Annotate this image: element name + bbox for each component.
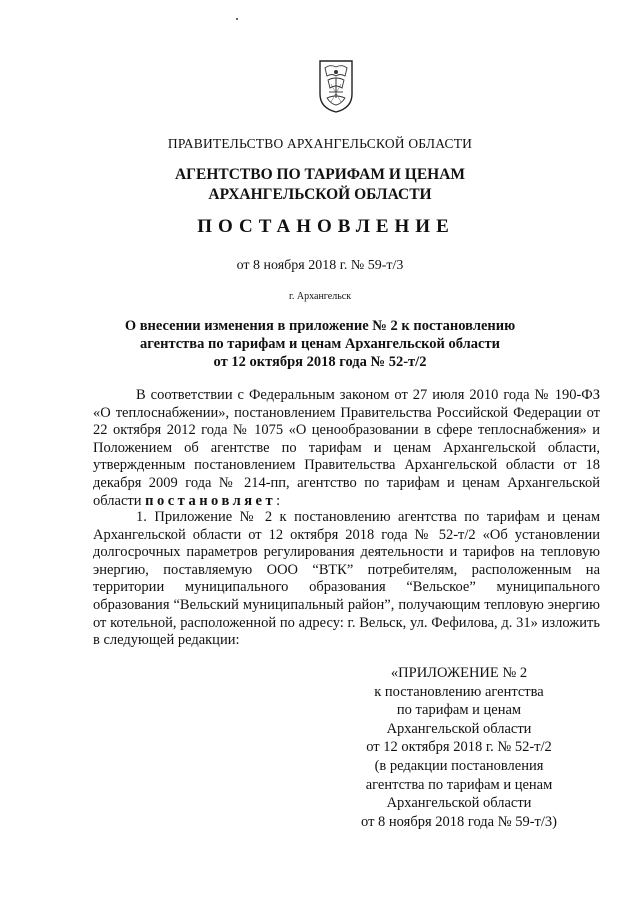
clause-1-paragraph: 1. Приложение № 2 к постановлению агентства по тарифам и ценам Архангельской области от 12 октября 2018 года № 52-т/2 «Об установлении долгосрочных параметров регулирования деятельности и тарифов на тепловую энергию, поставляемую ООО “ВТК” потребителям, расположенным на территории муниципального образования “Вельское” муниципального образования “Вельский муниципальный район”, получающим тепловую энергию от котельной, расположенной по адресу: г. Вельск, ул. Фефилова, д. 31» изложить в следующей редакции: xyxy=(93,509,600,649)
agency-line-1: АГЕНТСТВО ПО ТАРИФАМ И ЦЕНАМ xyxy=(174,166,466,183)
preamble-colon: : xyxy=(276,492,281,509)
resolves-keyword: постановляет xyxy=(145,492,277,509)
appendix-line-9: от 8 ноября 2018 года № 59-т/3) xyxy=(361,813,557,830)
government-name: ПРАВИТЕЛЬСТВО АРХАНГЕЛЬСКОЙ ОБЛАСТИ xyxy=(167,136,473,151)
document-date-number: от 8 ноября 2018 г. № 59-т/3 xyxy=(236,258,404,273)
agency-line-2: АРХАНГЕЛЬСКОЙ ОБЛАСТИ xyxy=(208,186,432,203)
scan-speck xyxy=(236,18,238,20)
appendix-header xyxy=(346,664,572,831)
subject-line-1: О внесении изменения в приложение № 2 к постановлению xyxy=(124,318,516,334)
appendix-line-2: к постановлению агентства xyxy=(374,683,544,700)
coat-of-arms-icon xyxy=(316,58,356,114)
agency-name xyxy=(0,165,640,205)
appendix-line-1: «ПРИЛОЖЕНИЕ № 2 xyxy=(390,665,528,681)
document-type-heading: ПОСТАНОВЛЕНИЕ xyxy=(197,216,455,237)
preamble-paragraph xyxy=(93,387,600,510)
appendix-line-5: от 12 октября 2018 г. № 52-т/2 xyxy=(366,739,552,756)
appendix-line-3: по тарифам и ценам xyxy=(396,702,522,719)
preamble-text: В соответствии с Федеральным законом от 27 июля 2010 года № 190-ФЗ «О теплоснабжении», постановлением Правительства Российской Федерации от 22 октября 2012 года № 1075 «О ценообразовании в сфере теплоснабжения» и Положением об агентстве по тарифам и ценам Архангельской области, утвержденным постановлением Правительства Архангельской области от 18 декабря 2009 года № 214-пп, агентство по тарифам и ценам Архангельской области xyxy=(93,387,600,509)
appendix-line-4: Архангельской области xyxy=(386,720,532,737)
subject-line-2: агентства по тарифам и ценам Архангельской области xyxy=(140,336,500,352)
document-city: г. Архангельск xyxy=(288,291,352,302)
appendix-line-6: (в редакции постановления xyxy=(374,757,544,774)
appendix-line-7: агентства по тарифам и ценам xyxy=(365,776,553,793)
document-subject xyxy=(0,317,640,371)
appendix-line-8: Архангельской области xyxy=(386,795,532,812)
subject-line-3: от 12 октября 2018 года № 52-т/2 xyxy=(213,354,427,370)
